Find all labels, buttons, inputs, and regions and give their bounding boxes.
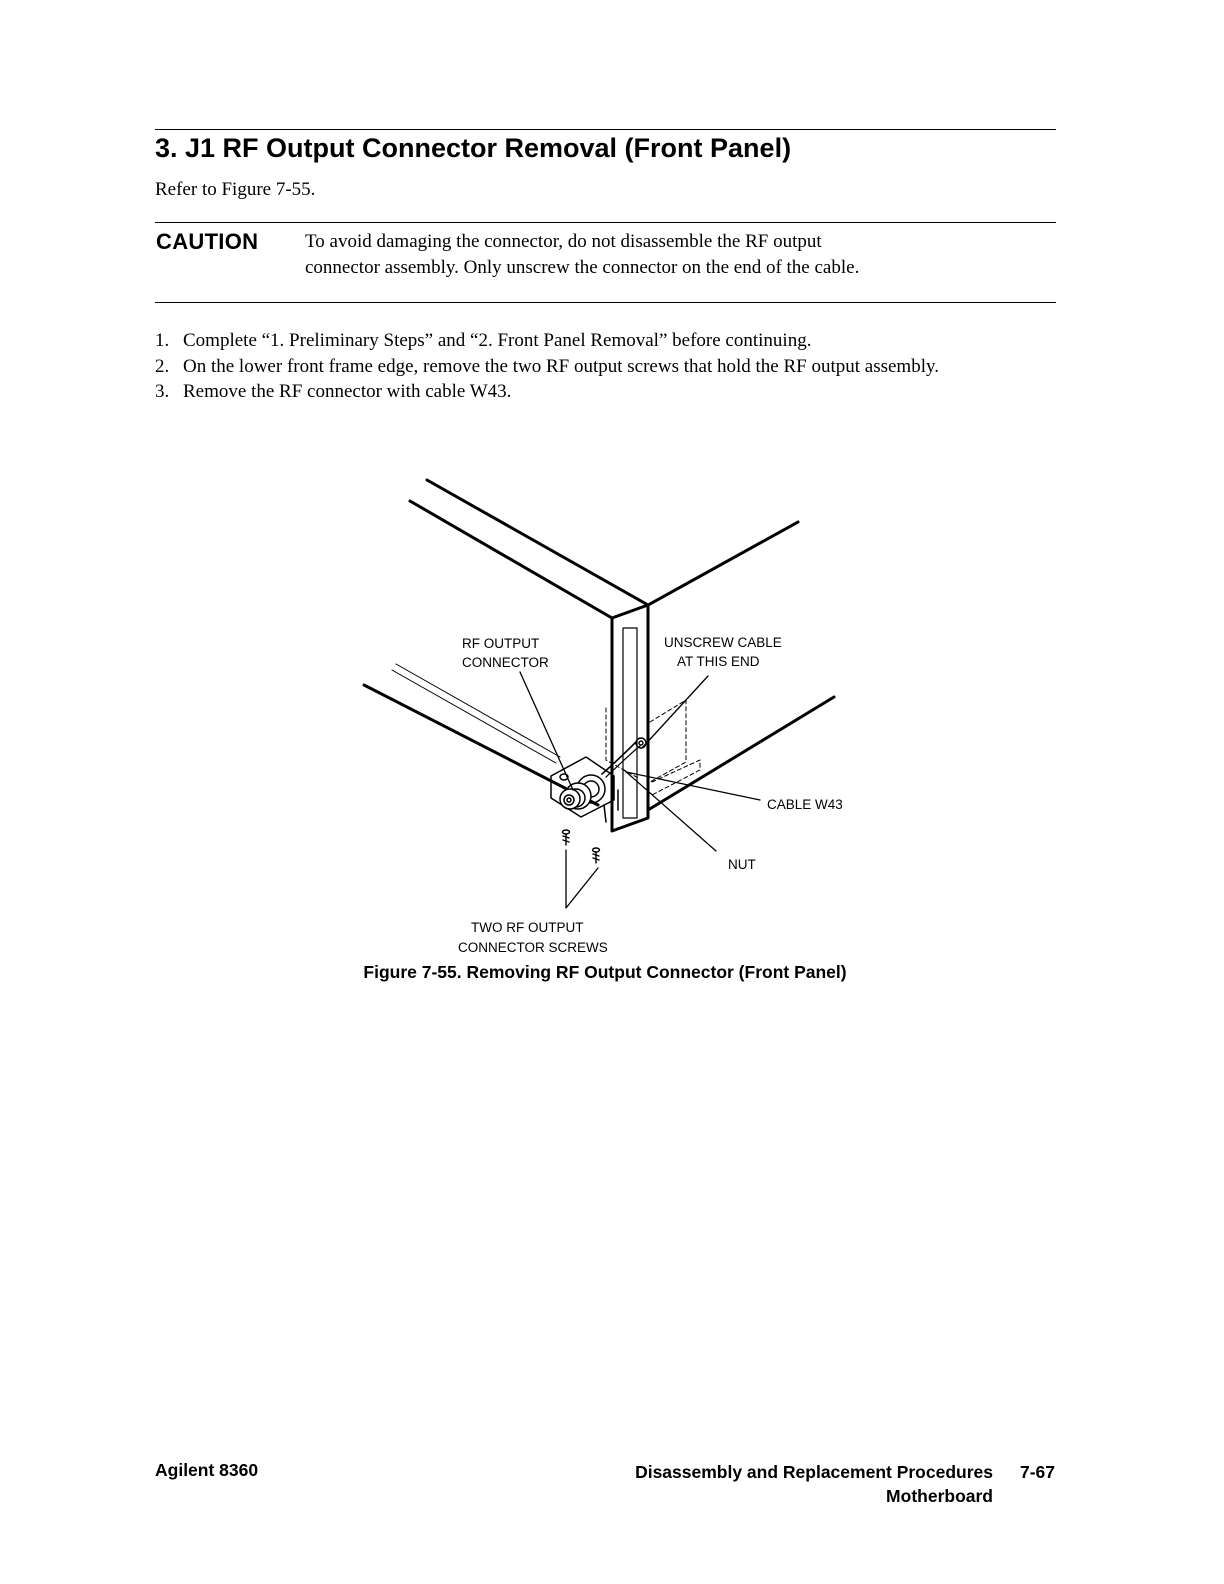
step-text: Remove the RF connector with cable W43. (183, 381, 512, 402)
leader-screws (566, 850, 598, 908)
label-unscrew-line-1: UNSCREW CABLE (664, 635, 782, 650)
footer-chapter: Disassembly and Replacement Procedures (635, 1462, 993, 1482)
screw-right (593, 848, 600, 863)
leader-cable (626, 772, 760, 800)
hidden-bracket (606, 700, 700, 795)
caution-line-1: To avoid damaging the connector, do not disassemble the RF output (305, 231, 822, 252)
figure-caption: Figure 7-55. Removing RF Output Connector (Front Panel) (363, 962, 847, 982)
step-number: 2. (155, 355, 170, 377)
caution-top-rule (155, 222, 1056, 223)
leader-rf-output (520, 672, 573, 790)
frame-top-edge-back (427, 480, 648, 605)
label-cable-w43: CABLE W43 (767, 797, 843, 812)
frame-right-top-edge (648, 522, 798, 605)
leader-nut (624, 770, 716, 851)
front-panel-slot (623, 628, 637, 818)
screw-left (563, 830, 570, 845)
label-nut: NUT (728, 857, 756, 872)
step-number: 3. (155, 381, 170, 402)
step-item (155, 354, 1055, 380)
refer-text: Refer to Figure 7-55. (155, 179, 316, 200)
label-screws-line-2: CONNECTOR SCREWS (458, 940, 608, 955)
frame-bottom-edge-right (648, 697, 834, 810)
cable-end-nut (636, 738, 646, 748)
step-item (155, 328, 1055, 354)
caution-bottom-rule (155, 302, 1056, 303)
caution-text (305, 229, 1045, 281)
footer-section: Motherboard (886, 1486, 993, 1506)
footer-chapter-line (635, 1460, 1055, 1484)
footer-left: Agilent 8360 (155, 1460, 259, 1480)
procedure-steps (155, 328, 1055, 405)
caution-label: CAUTION (156, 229, 259, 254)
step-item (155, 379, 1055, 405)
frame-bottom-edge-left (364, 685, 598, 805)
step-number: 1. (155, 330, 170, 351)
leader-unscrew (642, 676, 708, 748)
label-screws-line-1: TWO RF OUTPUT (471, 920, 584, 935)
section-title: 3. J1 RF Output Connector Removal (Front Panel) (155, 133, 792, 163)
step-text: Complete “1. Preliminary Steps” and “2. Front Panel Removal” before continuing. (183, 330, 812, 351)
footer-right (635, 1460, 1055, 1508)
front-panel-post (612, 605, 648, 831)
rf-output-connector (551, 757, 618, 822)
label-rf-output-line-1: RF OUTPUT (462, 636, 540, 651)
page-number: 7-67 (1019, 1462, 1055, 1482)
label-rf-output-line-2: CONNECTOR (462, 655, 549, 670)
step-text: On the lower front frame edge, remove the two RF output screws that hold the RF output assembly. (183, 355, 939, 377)
cable-w43 (602, 742, 636, 774)
top-rule (155, 129, 1056, 130)
frame-top-edge-front (410, 501, 612, 618)
label-unscrew-line-2: AT THIS END (677, 654, 760, 669)
caution-line-2: connector assembly. Only unscrew the connector on the end of the cable. (305, 257, 860, 278)
